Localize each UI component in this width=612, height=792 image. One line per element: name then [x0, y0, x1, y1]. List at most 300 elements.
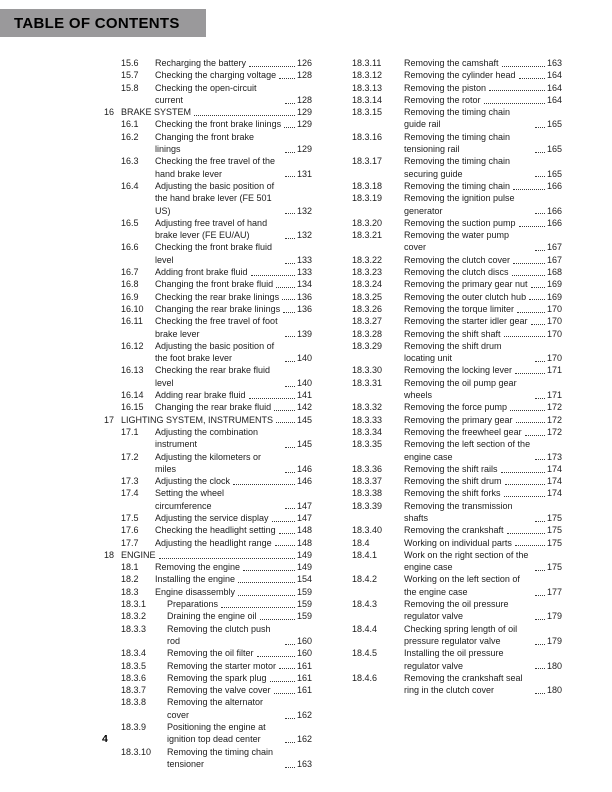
toc-entry-number: 16.1: [121, 119, 139, 130]
toc-entry: [352, 315, 562, 327]
toc-entry: [104, 598, 312, 610]
toc-entry: [104, 512, 312, 524]
toc-entry-page: 162: [296, 734, 312, 745]
toc-entry-title: Removing the shift forks: [404, 488, 501, 499]
toc-entry-title: Removing the ignition pulse generator: [404, 193, 515, 216]
toc-entry-title: Removing the shift shaft: [404, 328, 501, 339]
toc-entry-page: 146: [296, 476, 312, 487]
toc-column-right: [352, 57, 562, 696]
toc-entry-title: Checking the front brake fluid level: [155, 242, 273, 265]
toc-entry-page: 177: [546, 586, 562, 597]
toc-entry: [104, 303, 312, 315]
toc-chapter-entry: [104, 549, 312, 561]
toc-entry-page: 126: [296, 58, 312, 68]
toc-entry-number: 18.2: [121, 574, 139, 585]
toc-entry-number: 18.3.19: [352, 193, 383, 204]
toc-entry: [352, 475, 562, 487]
toc-leader-dots: [531, 324, 545, 325]
toc-entry-number: 18.4.5: [352, 648, 378, 659]
toc-entry-title: Removing the torque limiter: [404, 303, 515, 314]
toc-entry-number: 18.3.22: [352, 254, 383, 265]
toc-entry: [352, 94, 562, 106]
toc-entry-page: 165: [546, 168, 562, 179]
toc-entry: [352, 549, 562, 574]
toc-entry-page: 173: [546, 451, 562, 462]
toc-entry-page: 140: [296, 353, 312, 364]
toc-entry: [352, 623, 562, 648]
toc-leader-dots: [535, 398, 545, 399]
toc-entry-number: 16.9: [121, 291, 139, 302]
toc-entry-number: 16.14: [121, 390, 144, 401]
footer-page-number: 4: [102, 733, 108, 745]
toc-leader-dots: [535, 127, 545, 128]
toc-leader-dots: [519, 78, 545, 79]
toc-leader-dots: [276, 287, 295, 288]
toc-entry-title: Checking the charging voltage: [155, 70, 277, 81]
toc-entry-number: 18.3.11: [352, 58, 382, 68]
toc-leader-dots: [285, 718, 295, 719]
toc-entry-page: 148: [296, 537, 312, 548]
toc-entry-page: 172: [546, 402, 562, 413]
toc-leader-dots: [489, 90, 545, 91]
toc-entry-page: 165: [546, 119, 562, 130]
toc-entry-title: Removing the valve cover: [167, 685, 271, 696]
toc-entry-number: 18.3.12: [352, 70, 383, 81]
toc-entry-number: 18.3.21: [352, 230, 383, 241]
toc-entry-page: 170: [546, 328, 562, 339]
toc-entry-title: Checking the rear brake fluid level: [155, 365, 271, 388]
toc-leader-dots: [515, 545, 545, 546]
toc-entry: [352, 192, 562, 217]
toc-leader-dots: [535, 361, 545, 362]
toc-entry-number: 18.3.16: [352, 131, 383, 142]
toc-leader-dots: [257, 656, 295, 657]
toc-leader-dots: [535, 644, 545, 645]
toc-entry: [352, 131, 562, 156]
toc-entry: [104, 217, 312, 242]
toc-entry-page: 136: [296, 303, 312, 314]
toc-entry: [352, 155, 562, 180]
toc-entry: [352, 229, 562, 254]
toc-entry-number: 18.3.20: [352, 217, 383, 228]
toc-leader-dots: [505, 484, 545, 485]
toc-entry-number: 18.3.23: [352, 267, 383, 278]
toc-entry-number: 18.4.2: [352, 574, 378, 585]
toc-leader-dots: [535, 570, 545, 571]
toc-entry-page: 179: [546, 611, 562, 622]
toc-entry-page: 149: [296, 562, 312, 573]
toc-entry-page: 132: [296, 230, 312, 241]
toc-entry-title: Removing the timing chain tensioning rail: [404, 131, 511, 155]
toc-entry: [104, 660, 312, 672]
toc-leader-dots: [504, 336, 545, 337]
toc-leader-dots: [283, 312, 295, 313]
toc-entry-page: 161: [296, 685, 312, 696]
toc-leader-dots: [279, 668, 295, 669]
toc-entry-number: 18.3.39: [352, 500, 383, 511]
toc-entry-number: 16.15: [121, 402, 144, 413]
toc-entry-page: 179: [546, 635, 562, 646]
toc-entry: [104, 586, 312, 598]
toc-leader-dots: [515, 373, 545, 374]
toc-entry-page: 146: [296, 463, 312, 474]
toc-entry-title: Removing the timing chain tensioner: [167, 746, 274, 769]
toc-leader-dots: [285, 644, 295, 645]
toc-entry: [104, 647, 312, 659]
toc-entry: [352, 487, 562, 499]
toc-leader-dots: [285, 742, 295, 743]
toc-entry: [352, 377, 562, 402]
toc-entry-number: 18.3.40: [352, 525, 383, 536]
toc-leader-dots: [529, 299, 545, 300]
toc-entry-title: Removing the rotor: [404, 94, 481, 105]
toc-leader-dots: [243, 570, 295, 571]
toc-entry-page: 170: [546, 316, 562, 327]
toc-leader-dots: [284, 127, 295, 128]
toc-entry-title: Removing the crankshaft seal ring in the clutch cover: [404, 672, 523, 696]
toc-entry-title: Removing the primary gear nut: [404, 279, 528, 290]
toc-leader-dots: [513, 189, 545, 190]
toc-entry-title: LIGHTING SYSTEM, INSTRUMENTS: [121, 414, 274, 425]
toc-entry-number: 18.4: [352, 537, 370, 548]
toc-entry: [352, 364, 562, 376]
toc-entry: [104, 573, 312, 585]
toc-entry-page: 169: [546, 291, 562, 302]
toc-entry-page: 161: [296, 660, 312, 671]
toc-entry-title: Removing the piston: [404, 82, 487, 93]
toc-entry-title: Adding rear brake fluid: [155, 390, 246, 401]
toc-entry: [104, 524, 312, 536]
toc-leader-dots: [249, 398, 295, 399]
toc-entry-page: 145: [296, 439, 312, 450]
toc-leader-dots: [274, 410, 295, 411]
toc-entry-number: 18.3.38: [352, 488, 383, 499]
toc-entry: [352, 524, 562, 536]
toc-entry: [352, 500, 562, 525]
toc-entry: [104, 746, 312, 771]
toc-leader-dots: [285, 361, 295, 362]
toc-entry-title: Removing the timing chain securing guide: [404, 156, 511, 179]
toc-entry-number: 16.10: [121, 303, 144, 314]
toc-entry: [104, 278, 312, 290]
toc-entry-number: 16.7: [121, 267, 139, 278]
toc-entry: [352, 57, 562, 69]
toc-entry-title: Removing the oil pump gear wheels: [404, 377, 517, 401]
toc-entry-number: 18.3.15: [352, 107, 383, 118]
toc-leader-dots: [221, 607, 295, 608]
toc-entry-title: Recharging the battery: [155, 58, 247, 68]
toc-entry: [352, 598, 562, 623]
toc-entry: [104, 57, 312, 69]
toc-leader-dots: [285, 238, 295, 239]
toc-entry-title: Removing the shift drum locating unit: [404, 340, 502, 364]
toc-entry-number: 18.3.10: [121, 746, 152, 757]
toc-leader-dots: [535, 619, 545, 620]
toc-leader-dots: [275, 545, 295, 546]
toc-leader-dots: [535, 152, 545, 153]
toc-entry-page: 165: [546, 144, 562, 155]
toc-entry-number: 15.6: [121, 58, 139, 68]
toc-entry: [352, 463, 562, 475]
toc-entry-page: 175: [546, 562, 562, 573]
toc-leader-dots: [535, 521, 545, 522]
toc-entry-page: 140: [296, 377, 312, 388]
toc-entry: [352, 438, 562, 463]
toc-entry: [104, 696, 312, 721]
toc-leader-dots: [504, 496, 545, 497]
toc-entry: [104, 82, 312, 107]
toc-entry: [352, 340, 562, 365]
toc-entry-title: Adjusting the kilometers or miles: [155, 451, 262, 474]
toc-entry: [104, 180, 312, 217]
toc-entry-page: 174: [546, 488, 562, 499]
toc-leader-dots: [251, 275, 295, 276]
toc-leader-dots: [285, 176, 295, 177]
toc-leader-dots: [512, 275, 545, 276]
toc-entry-number: 18.3.14: [352, 94, 383, 105]
toc-entry-page: 166: [546, 205, 562, 216]
toc-entry-page: 132: [296, 205, 312, 216]
toc-entry: [104, 291, 312, 303]
toc-entry: [104, 340, 312, 365]
toc-entry-title: Removing the spark plug: [167, 672, 267, 683]
toc-entry-title: Adjusting free travel of hand brake lever (FE EU/AU): [155, 217, 268, 241]
toc-entry-page: 160: [296, 648, 312, 659]
toc-entry-title: Installing the oil pressure regulator valve: [404, 648, 504, 671]
toc-entry-title: Adjusting the clock: [155, 476, 231, 487]
toc-entry-page: 171: [546, 390, 562, 401]
toc-entry-title: Removing the left section of the engine case: [404, 439, 531, 462]
toc-entry-page: 169: [546, 279, 562, 290]
toc-entry-number: 18.3.30: [352, 365, 383, 376]
toc-entry: [104, 241, 312, 266]
toc-entry-page: 133: [296, 254, 312, 265]
toc-entry-title: Work on the right section of the engine case: [404, 549, 529, 573]
toc-entry: [352, 217, 562, 229]
toc-entry-number: 15.8: [121, 82, 139, 93]
toc-leader-dots: [516, 422, 545, 423]
toc-leader-dots: [510, 410, 545, 411]
toc-entry-number: 18.4.6: [352, 672, 378, 683]
toc-leader-dots: [285, 336, 295, 337]
toc-entry-number: 18.3.26: [352, 303, 383, 314]
toc-entry-title: Removing the timing chain guide rail: [404, 107, 511, 130]
toc-chapter-entry: [104, 106, 312, 118]
toc-entry: [352, 426, 562, 438]
toc-entry: [104, 118, 312, 130]
toc-entry-page: 170: [546, 353, 562, 364]
toc-entry: [104, 451, 312, 476]
toc-entry: [104, 672, 312, 684]
toc-entry: [352, 69, 562, 81]
toc-entry-page: 129: [296, 107, 312, 118]
toc-entry-number: 18.3.6: [121, 672, 147, 683]
toc-entry-number: 18.3.32: [352, 402, 383, 413]
toc-entry-page: 167: [546, 254, 562, 265]
toc-entry: [352, 328, 562, 340]
toc-leader-dots: [285, 508, 295, 509]
toc-entry: [104, 426, 312, 451]
toc-entry-title: Adjusting the basic position of the hand brake lever (FE 501 US): [155, 180, 275, 216]
toc-entry-title: Removing the water pump cover: [404, 230, 510, 253]
toc-entry-number: 17.1: [121, 426, 139, 437]
toc-entry-number: 18.3.13: [352, 82, 383, 93]
toc-entry: [352, 573, 562, 598]
toc-entry-title: Checking the free travel of foot brake lever: [155, 316, 278, 339]
toc-entry: [104, 684, 312, 696]
toc-entry-page: 160: [296, 635, 312, 646]
toc-leader-dots: [276, 422, 295, 423]
toc-leader-dots: [535, 250, 545, 251]
toc-entry: [104, 537, 312, 549]
toc-entry-number: 18.3.2: [121, 611, 147, 622]
toc-entry-page: 141: [296, 390, 312, 401]
toc-entry-page: 163: [296, 758, 312, 769]
toc-leader-dots: [159, 558, 295, 559]
toc-entry-page: 174: [546, 463, 562, 474]
toc-entry-number: 17.3: [121, 476, 139, 487]
toc-chapter-entry: [104, 414, 312, 426]
toc-entry-number: 18.3.3: [121, 623, 147, 634]
toc-entry-page: 167: [546, 242, 562, 253]
toc-leader-dots: [233, 484, 295, 485]
toc-leader-dots: [535, 459, 545, 460]
toc-entry-number: 16.3: [121, 156, 139, 167]
toc-leader-dots: [285, 263, 295, 264]
toc-entry-page: 142: [296, 402, 312, 413]
toc-entry-page: 180: [546, 685, 562, 696]
toc-entry-page: 154: [296, 574, 312, 585]
toc-entry-title: Changing the front brake linings: [155, 131, 255, 155]
toc-entry-page: 128: [296, 94, 312, 105]
toc-entry-title: Checking the rear brake linings: [155, 291, 280, 302]
toc-entry: [104, 475, 312, 487]
toc-entry-number: 18.3.17: [352, 156, 383, 167]
toc-leader-dots: [279, 78, 295, 79]
toc-leader-dots: [535, 595, 545, 596]
toc-entry-number: 18.3.29: [352, 340, 383, 351]
toc-entry-page: 164: [546, 82, 562, 93]
toc-entry-title: Adjusting the headlight range: [155, 537, 272, 548]
toc-leader-dots: [502, 66, 545, 67]
toc-entry-title: Preparations: [167, 599, 219, 610]
toc-entry: [352, 291, 562, 303]
toc-entry-page: 128: [296, 70, 312, 81]
toc-leader-dots: [285, 767, 295, 768]
toc-entry-title: Removing the clutch push rod: [167, 623, 271, 646]
toc-entry-page: 175: [546, 537, 562, 548]
toc-entry-page: 164: [546, 94, 562, 105]
toc-entry-number: 18.3: [121, 586, 139, 597]
toc-entry-number: 18.3.35: [352, 439, 383, 450]
toc-entry-page: 159: [296, 586, 312, 597]
toc-entry: [104, 561, 312, 573]
toc-entry: [104, 155, 312, 180]
toc-entry: [104, 623, 312, 648]
toc-entry-title: Removing the clutch cover: [404, 254, 511, 265]
toc-entry: [352, 414, 562, 426]
toc-entry-title: Adjusting the basic position of the foot brake lever: [155, 340, 275, 364]
toc-entry: [352, 82, 562, 94]
toc-leader-dots: [525, 435, 545, 436]
toc-entry-title: Checking the headlight setting: [155, 525, 276, 536]
toc-entry-number: 17.5: [121, 512, 139, 523]
toc-leader-dots: [517, 312, 545, 313]
toc-leader-dots: [285, 152, 295, 153]
toc-entry-title: Removing the oil pressure regulator valve: [404, 599, 509, 622]
toc-entry: [104, 315, 312, 340]
toc-entry-page: 134: [296, 279, 312, 290]
toc-leader-dots: [274, 693, 295, 694]
toc-entry-title: Removing the shift drum: [404, 476, 502, 487]
toc-entry-title: Removing the cylinder head: [404, 70, 516, 81]
toc-entry-number: 18.3.25: [352, 291, 383, 302]
toc-entry-number: 18.4.4: [352, 623, 378, 634]
toc-leader-dots: [282, 299, 295, 300]
toc-entry-page: 161: [296, 672, 312, 683]
toc-leader-dots: [501, 472, 545, 473]
toc-entry-number: 18.3.7: [121, 685, 147, 696]
toc-entry-title: Draining the engine oil: [167, 611, 257, 622]
page-header-bar: [0, 9, 206, 37]
toc-entry-title: Removing the engine: [155, 562, 241, 573]
toc-entry-title: Setting the wheel circumference: [155, 488, 225, 511]
toc-leader-dots: [238, 582, 295, 583]
toc-leader-dots: [513, 263, 545, 264]
toc-entry: [352, 278, 562, 290]
toc-entry-title: Positioning the engine at ignition top dead center: [167, 722, 266, 745]
toc-entry-number: 18.4.3: [352, 599, 378, 610]
toc-entry-number: 18.1: [121, 562, 139, 573]
toc-entry-title: Installing the engine: [155, 574, 236, 585]
toc-entry: [352, 303, 562, 315]
toc-leader-dots: [531, 287, 545, 288]
page-title: TABLE OF CONTENTS: [14, 14, 180, 32]
toc-entry-page: 133: [296, 267, 312, 278]
toc-entry: [104, 401, 312, 413]
toc-entry-page: 170: [546, 303, 562, 314]
toc-leader-dots: [270, 681, 295, 682]
toc-entry-number: 17.2: [121, 451, 139, 462]
toc-entry-page: 159: [296, 611, 312, 622]
toc-entry: [352, 254, 562, 266]
toc-entry-page: 172: [546, 414, 562, 425]
toc-entry-title: Removing the timing chain: [404, 180, 511, 191]
toc-leader-dots: [535, 213, 545, 214]
toc-entry-title: Removing the shift rails: [404, 463, 498, 474]
toc-entry-number: 18.3.33: [352, 414, 383, 425]
toc-entry: [352, 180, 562, 192]
toc-entry-page: 139: [296, 328, 312, 339]
toc-entry-number: 18.3.27: [352, 316, 383, 327]
toc-entry-page: 129: [296, 119, 312, 130]
toc-entry-title: Removing the primary gear: [404, 414, 513, 425]
toc-entry-title: Removing the alternator cover: [167, 697, 264, 720]
toc-leader-dots: [285, 386, 295, 387]
toc-entry-number: 17.6: [121, 525, 139, 536]
toc-entry-title: Changing the rear brake fluid: [155, 402, 272, 413]
toc-entry-page: 145: [296, 414, 312, 425]
toc-leader-dots: [484, 103, 545, 104]
toc-entry-title: Checking the front brake linings: [155, 119, 282, 130]
toc-entry-number: 17.4: [121, 488, 139, 499]
toc-entry-page: 180: [546, 660, 562, 671]
toc-leader-dots: [249, 66, 295, 67]
toc-entry-page: 175: [546, 512, 562, 523]
toc-entry-page: 148: [296, 525, 312, 536]
toc-entry-number: 16.12: [121, 340, 144, 351]
toc-entry-title: Removing the freewheel gear: [404, 426, 522, 437]
